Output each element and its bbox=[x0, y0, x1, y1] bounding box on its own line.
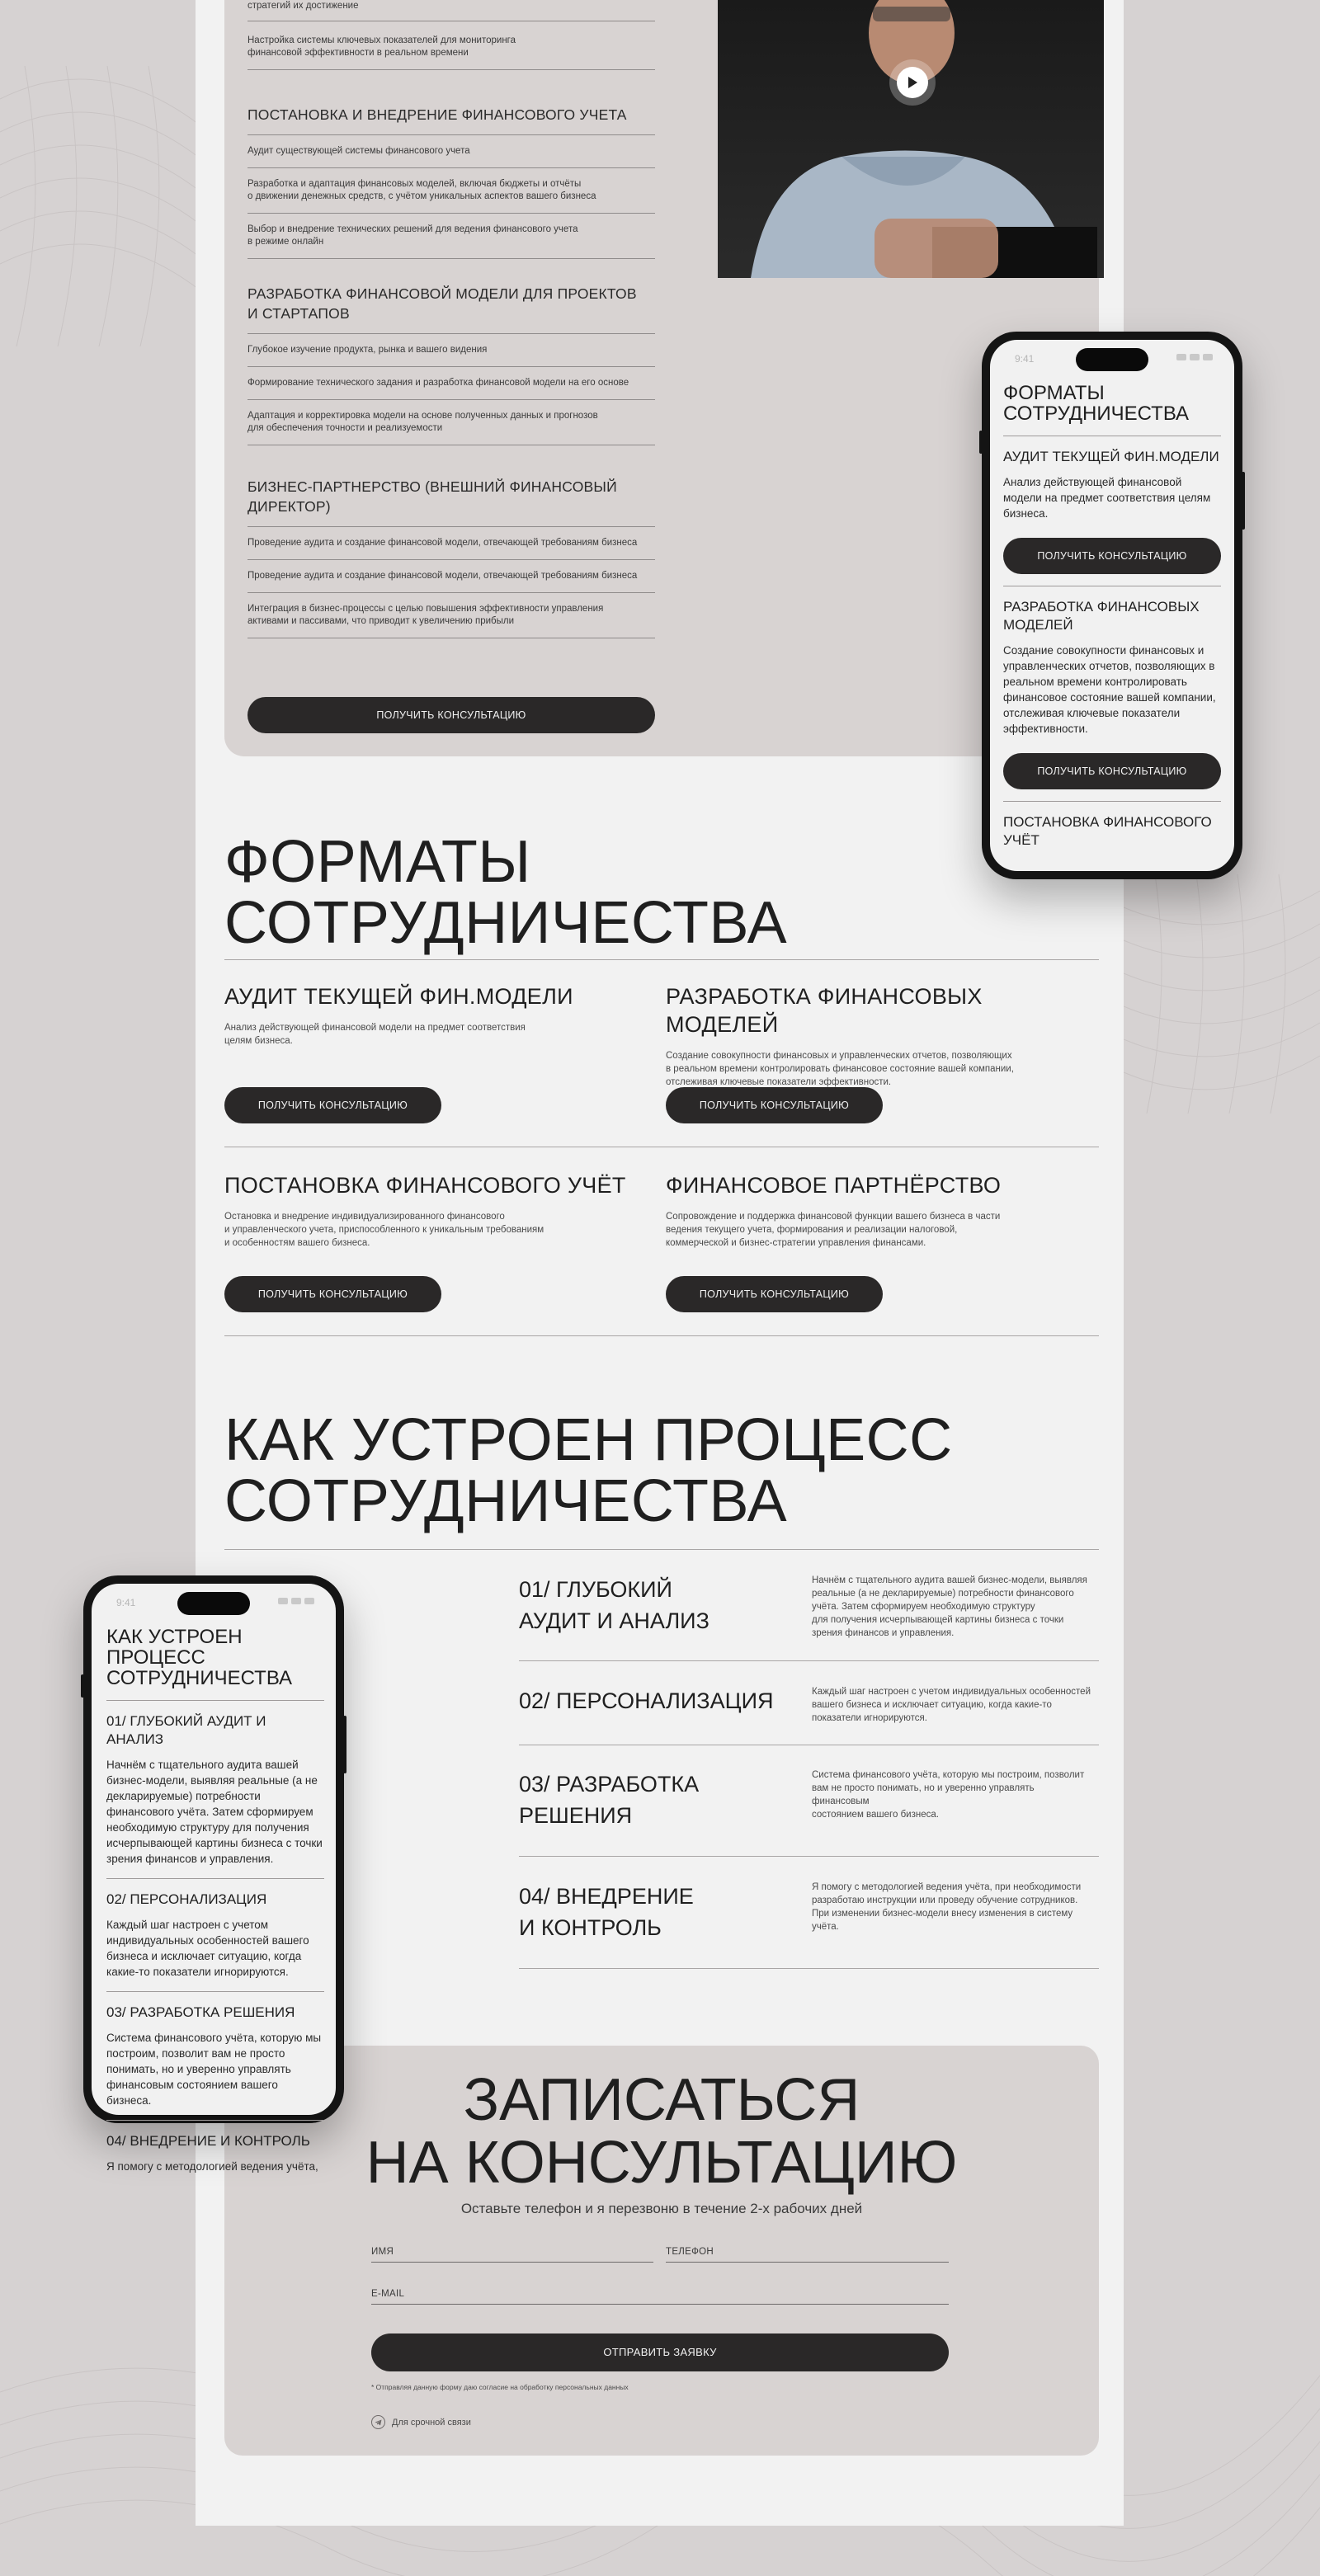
status-time: 9:41 bbox=[116, 1597, 136, 1608]
consent-note: * Отправляя данную форму даю согласие на обработку персональных данных bbox=[371, 2383, 629, 2391]
format-title: РАЗРАБОТКА ФИНАНСОВЫХ МОДЕЛЕЙ bbox=[666, 984, 983, 1037]
phone-format-description: Создание совокупности финансовых и управленческих отчетов, позволяющих в реальном времени контролировать финансовое состояние вашей компании, отслеживая ключевые показатели эффективности. bbox=[1003, 644, 1216, 735]
format-title: ФИНАНСОВОЕ ПАРТНЁРСТВО bbox=[666, 1173, 1002, 1198]
name-field[interactable]: ИМЯ bbox=[371, 2247, 653, 2263]
process-step-description: Начнём с тщательного аудита вашей бизнес-модели, выявляя реальные (а не декларируемые) потребности финансового учёта. Затем сформируем необходимую структуру для получения исчерпывающей картины бизнеса с точки зрения финансов и управления. bbox=[812, 1575, 1087, 1638]
service-group-title: БИЗНЕС-ПАРТНЕРСТВО (ВНЕШНИЙ ФИНАНСОВЫЙ ДИРЕКТОР) bbox=[248, 445, 655, 527]
phone-side-button bbox=[343, 1716, 346, 1773]
status-time: 9:41 bbox=[1015, 353, 1035, 365]
service-item: Интеграция в бизнес-процессы с целью повышения эффективности управления активами и пассивами, что приводит к увеличению прибыли bbox=[248, 593, 655, 638]
signup-form-card bbox=[224, 2046, 1099, 2456]
phone-step-description: Система финансового учёта, которую мы построим, позволит вам не просто понимать, но и уверенно управлять финансовым состоянием вашего бизнеса. bbox=[106, 2032, 322, 2107]
phone-step-title: 02/ ПЕРСОНАЛИЗАЦИЯ bbox=[106, 1891, 267, 1907]
phone-content bbox=[1003, 383, 1221, 850]
format-description: Создание совокупности финансовых и управленческих отчетов, позволяющих в реальном времени контролировать финансовое состояние вашей компании, отслеживая ключевые показатели эффективности. bbox=[666, 1051, 1014, 1087]
urgent-contact-link[interactable] bbox=[371, 2415, 471, 2429]
service-item: Формирование технического задания и разработка финансовой модели на его основе bbox=[248, 367, 655, 400]
submit-request-button[interactable]: ОТПРАВИТЬ ЗАЯВКУ bbox=[371, 2333, 949, 2371]
signup-subtitle: Оставьте телефон и я перезвоню в течение 2-х рабочих дней bbox=[460, 2201, 863, 2216]
get-consultation-button[interactable]: ПОЛУЧИТЬ КОНСУЛЬТАЦИЮ bbox=[224, 1276, 441, 1312]
phone-side-button bbox=[81, 1674, 84, 1698]
email-field[interactable]: E-MAIL bbox=[371, 2289, 949, 2305]
process-step-title: 03/ РАЗРАБОТКА РЕШЕНИЯ bbox=[519, 1772, 700, 1828]
service-item: Проведение аудита и создание финансовой модели, отвечающей требованиям бизнеса bbox=[248, 560, 655, 593]
process-title: КАК УСТРОЕН ПРОЦЕСС СОТРУДНИЧЕСТВА bbox=[224, 1407, 953, 1534]
get-consultation-button[interactable]: ПОЛУЧИТЬ КОНСУЛЬТАЦИЮ bbox=[224, 1087, 441, 1123]
phone-format-title: РАЗРАБОТКА ФИНАНСОВЫХ МОДЕЛЕЙ bbox=[1003, 599, 1200, 633]
phone-format-title: АУДИТ ТЕКУЩЕЙ ФИН.МОДЕЛИ bbox=[1003, 449, 1219, 464]
divider bbox=[224, 1549, 1099, 1550]
phone-step-title: 01/ ГЛУБОКИЙ АУДИТ И АНАЛИЗ bbox=[106, 1713, 266, 1747]
urgent-contact-label: Для срочной связи bbox=[392, 2417, 471, 2428]
service-item: Адаптация и корректировка модели на основе полученных данных и прогнозов для обеспечения точности и реализуемости bbox=[248, 400, 655, 445]
divider bbox=[1003, 801, 1221, 802]
format-card bbox=[666, 982, 1095, 1089]
phone-get-consultation-button[interactable]: ПОЛУЧИТЬ КОНСУЛЬТАЦИЮ bbox=[1003, 753, 1221, 789]
phone-mockup-process bbox=[83, 1575, 344, 2173]
dynamic-island bbox=[1076, 348, 1148, 371]
divider bbox=[106, 1700, 324, 1701]
process-step-description: Система финансового учёта, которую мы построим, позволит вам не просто понимать, но и уверенно управлять финансовым состоянием вашего бизнеса. bbox=[812, 1770, 1085, 1820]
service-item: стратегий их достижение bbox=[248, 0, 655, 21]
dynamic-island bbox=[177, 1592, 250, 1615]
service-group-title: РАЗРАБОТКА ФИНАНСОВОЙ МОДЕЛИ ДЛЯ ПРОЕКТОВ И СТАРТАПОВ bbox=[248, 259, 655, 334]
process-step-title: 01/ ГЛУБОКИЙ АУДИТ И АНАЛИЗ bbox=[519, 1577, 710, 1633]
phone-field[interactable]: ТЕЛЕФОН bbox=[666, 2247, 949, 2263]
video-player[interactable] bbox=[718, 0, 1104, 278]
service-item: Аудит существующей системы финансового учета bbox=[248, 135, 655, 168]
divider bbox=[224, 959, 1099, 960]
divider bbox=[519, 1660, 1099, 1661]
services-card bbox=[224, 0, 1099, 756]
phone-screen bbox=[92, 1584, 336, 2173]
get-consultation-button[interactable]: ПОЛУЧИТЬ КОНСУЛЬТАЦИЮ bbox=[666, 1276, 883, 1312]
get-consultation-button[interactable]: ПОЛУЧИТЬ КОНСУЛЬТАЦИЮ bbox=[666, 1087, 883, 1123]
service-item: Выбор и внедрение технических решений для ведения финансового учета в режиме онлайн bbox=[248, 214, 655, 259]
phone-formats-title: ФОРМАТЫ СОТРУДНИЧЕСТВА bbox=[1003, 382, 1190, 425]
phone-step-description: Каждый шаг настроен с учетом индивидуальных особенностей вашего бизнеса и исключает ситуацию, когда какие-то показатели игнорируются. bbox=[106, 1919, 309, 1978]
get-consultation-button[interactable]: ПОЛУЧИТЬ КОНСУЛЬТАЦИЮ bbox=[248, 697, 655, 733]
divider bbox=[106, 1878, 324, 1879]
video-frame-illustration bbox=[718, 0, 1104, 278]
phone-format-description: Анализ действующей финансовой модели на предмет соответствия целям бизнеса. bbox=[1003, 476, 1211, 520]
service-item: Разработка и адаптация финансовых моделей, включая бюджеты и отчёты о движении денежных средств, с учётом уникальных аспектов вашего бизнеса bbox=[248, 168, 655, 214]
signup-title: ЗАПИСАТЬСЯ НА КОНСУЛЬТАЦИЮ bbox=[365, 2067, 958, 2196]
telegram-icon bbox=[371, 2415, 385, 2429]
service-item: Проведение аудита и создание финансовой модели, отвечающей требованиям бизнеса bbox=[248, 527, 655, 560]
phone-mockup-formats bbox=[982, 332, 1242, 879]
format-description: Сопровождение и поддержка финансовой функции вашего бизнеса в части ведения текущего учета, формирования и реализации налоговой, коммерческой и бизнес-стратегии управления финансами. bbox=[666, 1212, 1001, 1248]
format-title: ПОСТАНОВКА ФИНАНСОВОГО УЧЁТ bbox=[224, 1173, 626, 1198]
phone-step-title: 04/ ВНЕДРЕНИЕ И КОНТРОЛЬ bbox=[106, 2133, 310, 2149]
phone-step-description: Начнём с тщательного аудита вашей бизнес-модели, выявляя реальные (а не декларируемые) потребности финансового учёта. Затем сформируем необходимую структуру для получения исчерпывающей картины бизнеса с точки зрения финансов и управления. bbox=[106, 1759, 323, 1865]
format-description: Остановка и внедрение индивидуализированного финансового и управленческого учета, приспособленного к уникальным требованиям и особенностям вашего бизнеса. bbox=[224, 1212, 544, 1248]
process-step-description: Каждый шаг настроен с учетом индивидуальных особенностей вашего бизнеса и исключает ситуацию, когда какие-то показатели игнорируются. bbox=[812, 1687, 1091, 1723]
divider bbox=[224, 1335, 1099, 1336]
format-description: Анализ действующей финансовой модели на предмет соответствия целям бизнеса. bbox=[224, 1023, 526, 1046]
divider bbox=[519, 1856, 1099, 1857]
format-card bbox=[224, 1171, 653, 1250]
format-card bbox=[666, 1171, 1095, 1250]
phone-screen bbox=[990, 340, 1234, 871]
format-title: АУДИТ ТЕКУЩЕЙ ФИН.МОДЕЛИ bbox=[224, 984, 573, 1009]
service-item: Глубокое изучение продукта, рынка и вашего видения bbox=[248, 334, 655, 367]
play-icon bbox=[897, 67, 928, 98]
service-item: Настройка системы ключевых показателей для мониторинга финансовой эффективности в реальном времени bbox=[248, 21, 655, 70]
phone-side-button bbox=[979, 431, 983, 454]
process-step-description: Я помогу с методологией ведения учёта, при необходимости разработаю инструкции или проведу обучение сотрудников. При изменении бизнес-модели внесу изменения в систему учёта. bbox=[812, 1882, 1082, 1932]
service-group-title: ПОСТАНОВКА И ВНЕДРЕНИЕ ФИНАНСОВОГО УЧЕТА bbox=[248, 70, 655, 135]
process-step-title: 04/ ВНЕДРЕНИЕ И КОНТРОЛЬ bbox=[519, 1884, 694, 1940]
phone-get-consultation-button[interactable]: ПОЛУЧИТЬ КОНСУЛЬТАЦИЮ bbox=[1003, 538, 1221, 574]
play-button[interactable] bbox=[889, 59, 936, 106]
process-step-title: 02/ ПЕРСОНАЛИЗАЦИЯ bbox=[519, 1688, 774, 1713]
phone-process-title: КАК УСТРОЕН ПРОЦЕСС СОТРУДНИЧЕСТВА bbox=[106, 1626, 293, 1689]
phone-format-title: ПОСТАНОВКА ФИНАНСОВОГО УЧЁТ bbox=[1003, 814, 1212, 848]
phone-content bbox=[106, 1627, 324, 2174]
phone-step-title: 03/ РАЗРАБОТКА РЕШЕНИЯ bbox=[106, 2004, 295, 2020]
status-icons bbox=[278, 1598, 314, 1604]
divider bbox=[106, 1991, 324, 1992]
status-icons bbox=[1176, 354, 1213, 360]
services-list bbox=[248, 0, 655, 638]
divider bbox=[519, 1968, 1099, 1969]
format-card bbox=[224, 982, 653, 1048]
phone-step-description: Я помогу с методологией ведения учёта, bbox=[106, 2160, 318, 2173]
divider bbox=[106, 2120, 324, 2121]
formats-title: ФОРМАТЫ СОТРУДНИЧЕСТВА bbox=[224, 829, 788, 956]
phone-side-button bbox=[1242, 472, 1245, 530]
